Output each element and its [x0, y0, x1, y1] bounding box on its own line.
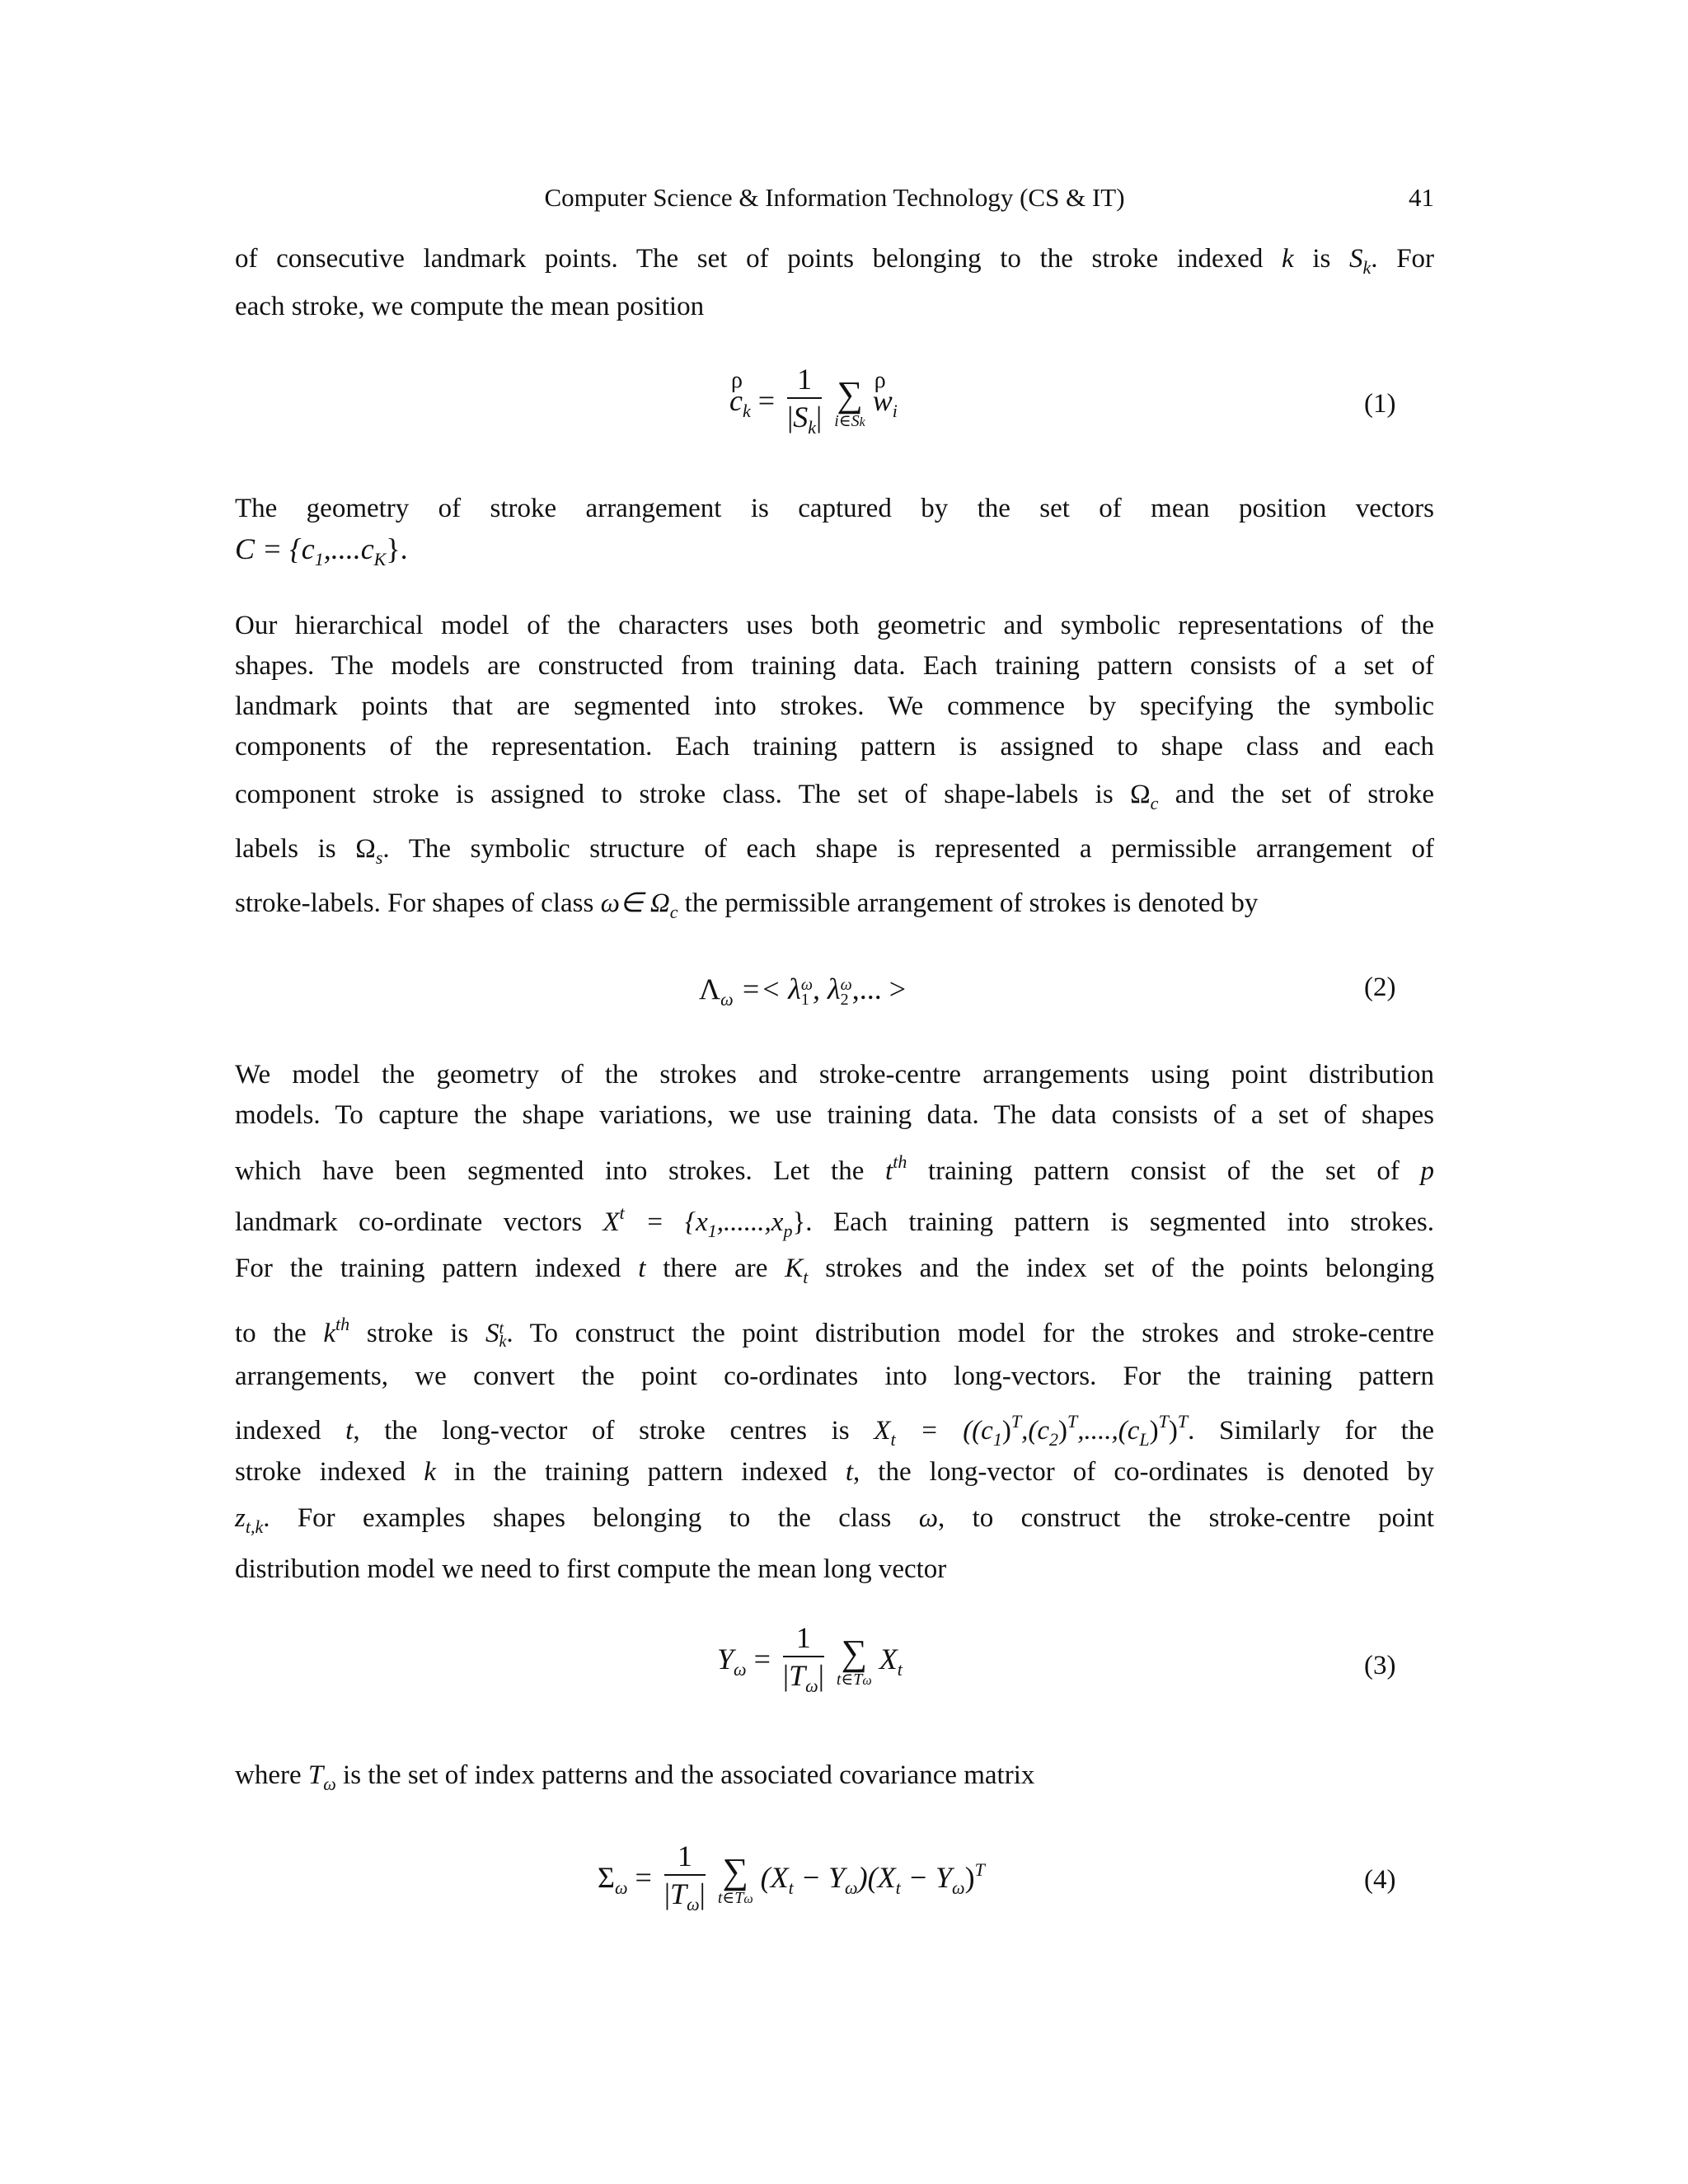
para4-line8: indexed t, the long-vector of stroke centres is $X_t = ((c_1)^T,(c_2)^T,....,(c_L)^T)^T$. Similarly for the	[235, 1411, 1434, 1450]
para4-line2: models. To capture the shape variations, we use training data. The data consists of a set of shapes	[235, 1100, 1434, 1130]
equation-2: $\Lambda_\omega =< \lambda$ ω 1 , λ ω 2 ,... >	[699, 972, 906, 1010]
equation-1-number: (1)	[1364, 389, 1396, 419]
para5-line1: where $T_\omega$ is the set of index patterns and the associated covariance matrix	[235, 1760, 1035, 1794]
para4-line11: distribution model we need to first compute the mean long vector	[235, 1554, 947, 1584]
para4-line4: landmark co-ordinate vectors $X^t = \{x_1,......,x_p\}$. Each training pattern is segmented into strokes.	[235, 1202, 1435, 1241]
equation-4: $\Sigma_\omega$ = $\frac{1}{|T_\omega|}$ ∑ t∈Tω $(X_t - Y_\omega)(X_t - Y_\omega)^T$	[598, 1840, 985, 1915]
para3-line1: Our hierarchical model of the characters uses both geometric and symbolic representations of the	[235, 611, 1434, 640]
para4-line1: We model the geometry of the strokes and stroke-centre arrangements using point distribution	[235, 1060, 1434, 1090]
para4-line5: For the training pattern indexed t there are $K_t$ strokes and the index set of the points belonging	[235, 1254, 1435, 1287]
para3-line4: components of the representation. Each training pattern is assigned to shape class and each	[235, 732, 1434, 762]
para4-line10: $z_{t,k}$. For examples shapes belonging to the class ω, to construct the stroke-centre point	[235, 1503, 1434, 1537]
para2-line1: The geometry of stroke arrangement is captured by the set of mean position vectors	[235, 494, 1434, 523]
page-number: 41	[1409, 183, 1434, 212]
equation-3: $Y_\omega$ = $\frac{1}{|T_\omega|}$ ∑ t∈Tω $X_t$	[717, 1621, 903, 1696]
para4-line9: stroke indexed k in the training pattern indexed t, the long-vector of co-ordinates is denoted by	[235, 1457, 1435, 1487]
para3-line6: labels is $\Omega_s$. The symbolic structure of each shape is represented a permissible arrangement of	[235, 834, 1434, 868]
para2-line2: $C = \{c_1,....c_K\}$.	[235, 532, 408, 569]
equation-2-number: (2)	[1364, 972, 1396, 1002]
equation-1: ρ $c_k$ = $\frac{1}{|S_k|}$ ∑ i∈Sk ρ $w_i$	[729, 361, 898, 446]
para3-line2: shapes. The models are constructed from training data. Each training pattern consists of a set of	[235, 651, 1434, 681]
para3-line5: component stroke is assigned to stroke class. The set of shape-labels is $\Omega_c$ and the set of stroke	[235, 780, 1434, 813]
para4-line6: to the $k^{th}$ stroke is S t k . To construct the point distribution model for the strokes and stroke-centre	[235, 1314, 1434, 1352]
equation-3-number: (3)	[1364, 1651, 1396, 1680]
para1-line2: each stroke, we compute the mean position	[235, 292, 705, 321]
equation-4-number: (4)	[1364, 1865, 1396, 1895]
running-header	[235, 183, 1434, 224]
para3-line3: landmark points that are segmented into strokes. We commence by specifying the symbolic	[235, 691, 1434, 721]
header-title: Computer Science & Information Technology (CS & IT)	[544, 183, 1125, 212]
para4-line3: which have been segmented into strokes. Let the $t^{th}$ training pattern consist of the set of p	[235, 1151, 1435, 1186]
para4-line7: arrangements, we convert the point co-ordinates into long-vectors. For the training pattern	[235, 1361, 1434, 1391]
para1-line1: of consecutive landmark points. The set of points belonging to the stroke indexed k is $S_k$. For	[235, 244, 1435, 278]
para3-line7: stroke-labels. For shapes of class ω∈ $\Omega_c$ the permissible arrangement of strokes is denoted by	[235, 888, 1259, 922]
